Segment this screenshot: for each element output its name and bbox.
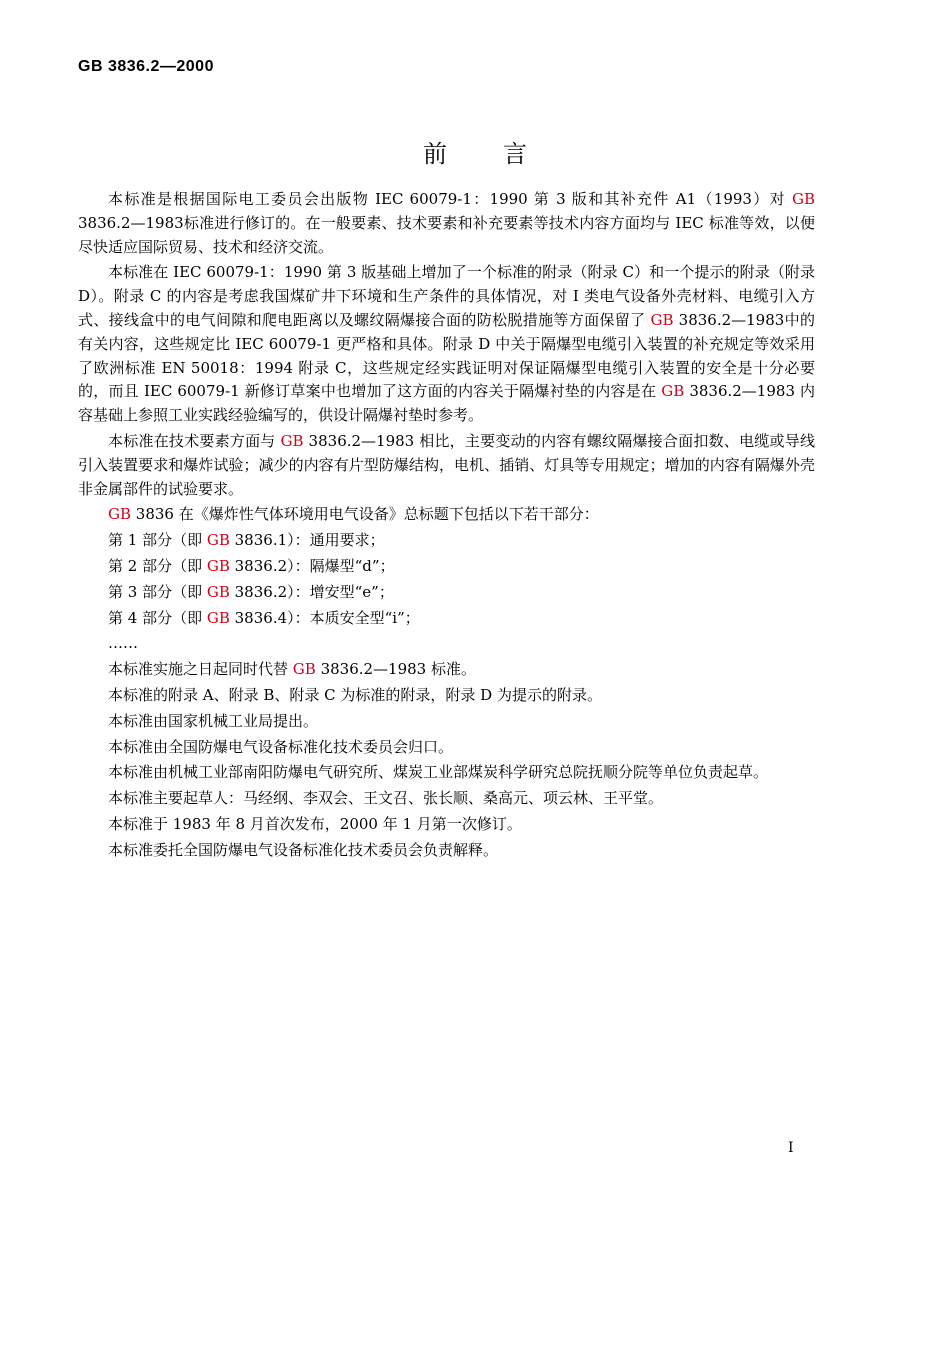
paragraph <box>78 581 815 605</box>
text-run: 本标准由国家机械工业局提出。 <box>108 711 319 730</box>
standard-code-header: GB 3836.2—2000 <box>78 58 214 75</box>
text-run: 3836.2—1983 标准。 <box>315 660 476 679</box>
standard-ref-prefix: GB <box>206 531 230 550</box>
paragraph <box>78 684 815 708</box>
text-run: 本标准在技术要素方面与 <box>108 431 281 450</box>
text-run: 本标准由机械工业部南阳防爆电气研究所、煤炭工业部煤炭科学研究总院抚顺分院等单位负责起草。 <box>108 763 769 782</box>
text-run: 第 3 部分（即 <box>108 582 207 601</box>
text-run: 3836.2）：隔爆型“d”； <box>229 556 395 575</box>
paragraph <box>78 787 815 811</box>
paragraph <box>78 658 815 682</box>
standard-ref-prefix: GB <box>661 382 685 401</box>
text-run: 本标准于 1983 年 8 月首次发布，2000 年 1 月第一次修订。 <box>108 814 522 833</box>
page-title: 前言 <box>423 140 583 168</box>
paragraph <box>78 813 815 837</box>
text-run: 本标准在 IEC 60079-1：1990 第 3 版基础上增加了一个标准的附录（附录 C）和一个提示的附录（附录 D）。附录 C 的内容是考虑我国煤矿井下环境和生产条件的具体情况，对 I 类电气设备外壳材料、电缆引入方式、接线盒中的电气间隙和爬电距离以及螺纹隔爆接合面的防松脱措施等方面保留了 <box>78 263 815 329</box>
document-body <box>78 188 815 865</box>
paragraph <box>78 188 815 259</box>
text-run: 3836.4）：本质安全型“i”； <box>229 608 420 627</box>
paragraph <box>78 503 815 527</box>
text-run: 3836.1）：通用要求； <box>229 531 385 550</box>
standard-ref-prefix: GB <box>108 505 132 524</box>
paragraph <box>78 736 815 760</box>
text-run: 3836 在《爆炸性气体环境用电气设备》总标题下包括以下若干部分： <box>131 505 599 524</box>
text-run: 本标准的附录 A、附录 B、附录 C 为标准的附录，附录 D 为提示的附录。 <box>108 685 602 704</box>
paragraph <box>78 839 815 863</box>
paragraph <box>78 430 815 501</box>
text-run: 本标准是根据国际电工委员会出版物 IEC 60079-1：1990 第 3 版和其补充件 A1（1993）对 <box>108 190 792 208</box>
paragraph <box>78 710 815 734</box>
text-run: 3836.2—1983标准进行修订的。在一般要素、技术要素和补充要素等技术内容方面均与 IEC 标准等效，以便尽快适应国际贸易、技术和经济交流。 <box>78 213 815 256</box>
text-run: 第 4 部分（即 <box>108 608 207 627</box>
paragraph <box>78 632 815 656</box>
text-run: 本标准由全国防爆电气设备标准化技术委员会归口。 <box>108 737 454 756</box>
text-run: 3836.2—1983 内容基础上参照工业实践经验编写的，供设计隔爆衬垫时参考。 <box>78 382 815 425</box>
standard-ref-prefix: GB <box>206 582 230 601</box>
standard-ref-prefix: GB <box>280 431 304 450</box>
text-run: 第 1 部分（即 <box>108 531 207 550</box>
text-run: 本标准主要起草人：马经纲、李双会、王文召、张长顺、桑高元、项云林、王平堂。 <box>108 789 664 808</box>
paragraph <box>78 607 815 631</box>
paragraph <box>78 555 815 579</box>
text-run: 3836.2）：增安型“e”； <box>229 582 394 601</box>
standard-ref-prefix: GB <box>292 660 316 679</box>
page-number: I <box>788 1140 794 1156</box>
standard-ref-prefix: GB <box>206 608 230 627</box>
text-run: …… <box>108 634 138 653</box>
text-run: 本标准委托全国防爆电气设备标准化技术委员会负责解释。 <box>108 840 499 859</box>
paragraph <box>78 761 815 785</box>
standard-ref-prefix: GB <box>791 190 815 208</box>
standard-ref-prefix: GB <box>650 310 674 329</box>
text-run: 3836.2—1983中的有关内容，这些规定比 IEC 60079-1 更严格和具体。附录 D 中关于隔爆型电缆引入装置的补充规定等效采用了欧洲标准 EN 50018：1994 附录 C，这些规定经实践证明对保证隔爆型电缆引入装置的安全是十分必要的，而且 IEC 60079-1 新修订草案中也增加了这方面的内容关于隔爆衬垫的内容是在 <box>78 310 815 401</box>
standard-ref-prefix: GB <box>206 556 230 575</box>
paragraph <box>78 261 815 428</box>
text-run: 第 2 部分（即 <box>108 556 207 575</box>
paragraph <box>78 529 815 553</box>
text-run: 本标准实施之日起同时代替 <box>108 660 293 679</box>
text-run: 3836.2—1983 相比，主要变动的内容有螺纹隔爆接合面扣数、电缆或导线引入装置要求和爆炸试验；减少的内容有片型防爆结构，电机、插销、灯具等专用规定；增加的内容有隔爆外壳非金属部件的试验要求。 <box>78 431 815 498</box>
